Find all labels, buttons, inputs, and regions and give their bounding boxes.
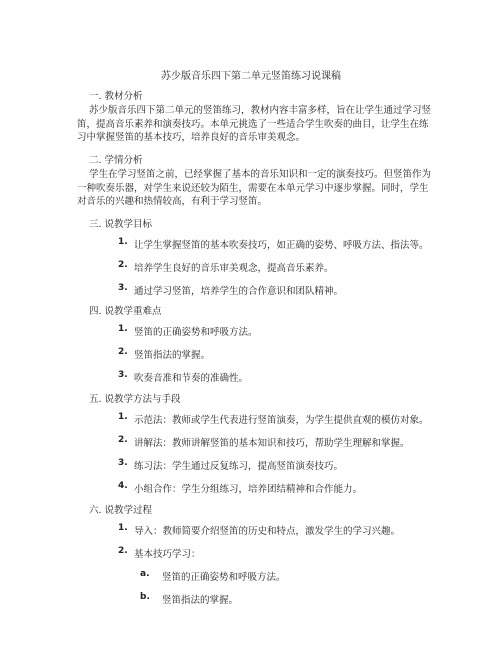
list-number: 1. bbox=[118, 237, 128, 247]
list-text: 让学生掌握竖笛的基本吹奏技巧，如正确的姿势、呼吸方法、指法等。 bbox=[134, 240, 429, 251]
list-text: 培养学生良好的音乐审美观念，提高音乐素养。 bbox=[134, 263, 334, 274]
list-text: 竖笛指法的掌握。 bbox=[134, 350, 211, 361]
section-paragraph-2: 学生在学习竖笛之前，已经掌握了基本的音乐知识和一定的演奏技巧。但竖笛作为一种吹奏乐器，对学生来说还较为陌生，需要在本单元学习中逐步掌握。同时，学生对音乐的兴趣和热情较高，有利于学习竖笛。 bbox=[77, 169, 432, 207]
section-heading-6: 六. 说教学过程 bbox=[89, 505, 153, 516]
sub-list-text: 竖笛的正确姿势和呼吸方法。 bbox=[162, 572, 286, 583]
list-number: 2. bbox=[118, 546, 128, 556]
list-text: 练习法：学生通过反复练习，提高竖笛演奏技巧。 bbox=[134, 461, 344, 472]
section-heading-2: 二. 学情分析 bbox=[89, 155, 143, 166]
sub-list-letter: a. bbox=[140, 569, 150, 579]
list-number: 1. bbox=[118, 324, 128, 334]
list-number: 4. bbox=[118, 481, 128, 491]
list-text: 示范法：教师或学生代表进行竖笛演奏，为学生提供直观的模仿对象。 bbox=[134, 415, 429, 426]
section-paragraph-1: 苏少版音乐四下第二单元的竖笛练习，教材内容丰富多样，旨在让学生通过学习竖笛，提高音乐素养和演奏技巧。本单元挑选了一些适合学生吹奏的曲目，让学生在练习中掌握竖笛的基本技巧，培养良好的音乐审美观念。 bbox=[77, 105, 432, 143]
list-number: 3. bbox=[118, 370, 128, 380]
sub-list-letter: b. bbox=[140, 592, 150, 602]
document-title: 苏少版音乐四下第二单元竖笛练习说课稿 bbox=[161, 71, 341, 82]
list-number: 3. bbox=[118, 458, 128, 468]
list-text: 吹奏音准和节奏的准确性。 bbox=[134, 373, 249, 384]
section-heading-1: 一. 教材分析 bbox=[89, 91, 143, 102]
list-number: 2. bbox=[118, 435, 128, 445]
list-text: 小组合作：学生分组练习，培养团结精神和合作能力。 bbox=[134, 484, 363, 495]
list-text: 竖笛的正确姿势和呼吸方法。 bbox=[134, 327, 258, 338]
list-number: 1. bbox=[118, 523, 128, 533]
section-heading-4: 四. 说教学重难点 bbox=[89, 306, 162, 317]
list-number: 2. bbox=[118, 347, 128, 357]
list-number: 2. bbox=[118, 260, 128, 270]
section-heading-5: 五. 说教学方法与手段 bbox=[89, 394, 181, 405]
list-number: 3. bbox=[118, 283, 128, 293]
list-text: 讲解法：教师讲解竖笛的基本知识和技巧，帮助学生理解和掌握。 bbox=[134, 438, 410, 449]
section-heading-3: 三. 说教学目标 bbox=[89, 219, 153, 230]
list-text: 基本技巧学习： bbox=[134, 549, 201, 560]
list-text: 通过学习竖笛，培养学生的合作意识和团队精神。 bbox=[134, 286, 344, 297]
sub-list-text: 竖笛指法的掌握。 bbox=[162, 595, 239, 606]
list-number: 1. bbox=[118, 412, 128, 422]
list-text: 导入：教师简要介绍竖笛的历史和特点，激发学生的学习兴趣。 bbox=[134, 526, 401, 537]
